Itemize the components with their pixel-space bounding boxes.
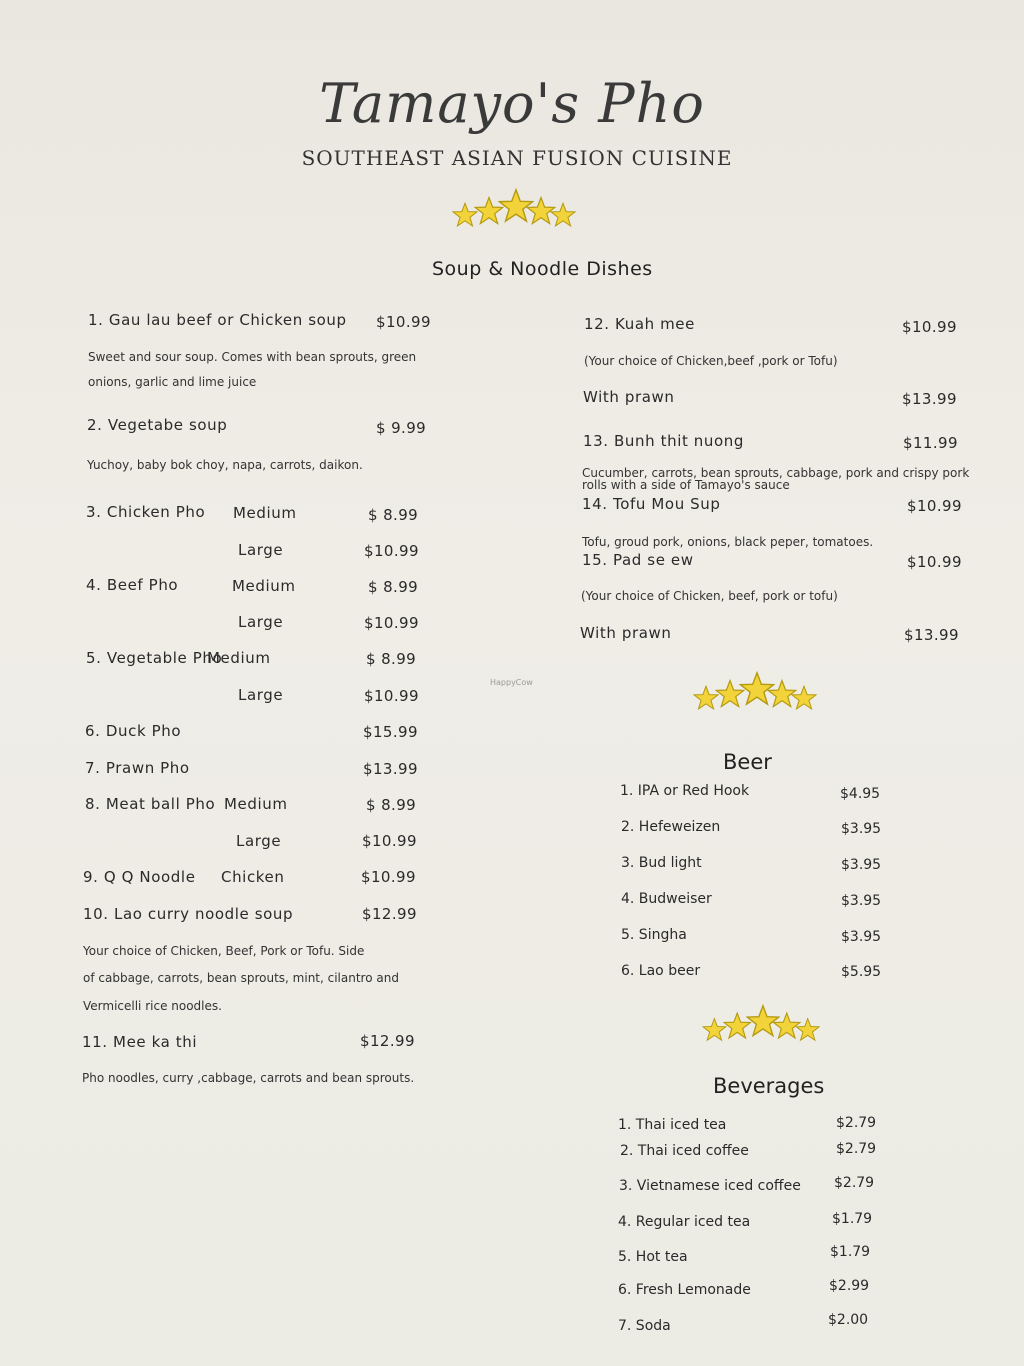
- beverage-item-name: 1. Thai iced tea: [618, 1117, 727, 1133]
- menu-item-price: $ 9.99: [376, 419, 427, 437]
- menu-item-price: $ 8.99: [368, 578, 419, 596]
- soup-section-heading: Soup & Noodle Dishes: [432, 258, 653, 280]
- beer-item-price: $3.95: [841, 857, 882, 873]
- star-divider-icon: [702, 1003, 822, 1047]
- menu-item-name: With prawn: [583, 388, 675, 406]
- beer-heading: Beer: [723, 750, 772, 774]
- beverage-item-price: $2.99: [829, 1278, 870, 1294]
- menu-item-price: $12.99: [360, 1032, 415, 1050]
- beer-item-price: $3.95: [841, 929, 882, 945]
- menu-item-name: 3. Chicken Pho: [86, 503, 206, 521]
- menu-item-price: $13.99: [902, 390, 957, 408]
- menu-item-name: 8. Meat ball Pho: [85, 795, 216, 813]
- menu-item-description: Pho noodles, curry ,cabbage, carrots and bean sprouts.: [82, 1071, 415, 1085]
- beverage-item-name: 5. Hot tea: [618, 1249, 688, 1265]
- menu-item-description: (Your choice of Chicken, beef, pork or tofu): [581, 589, 838, 603]
- beer-item-name: 1. IPA or Red Hook: [620, 783, 750, 799]
- watermark: HappyCow: [490, 678, 533, 687]
- beer-item-name: 2. Hefeweizen: [621, 819, 721, 835]
- menu-item-price: $10.99: [364, 614, 419, 632]
- beer-item-price: $3.95: [841, 893, 882, 909]
- beverage-item-name: 6. Fresh Lemonade: [618, 1282, 751, 1298]
- beer-item-name: 6. Lao beer: [621, 963, 701, 979]
- menu-item-size: Large: [238, 613, 284, 631]
- menu-item-price: $10.99: [362, 832, 417, 850]
- menu-item-description: Tofu, groud pork, onions, black peper, tomatoes.: [582, 535, 874, 549]
- beer-item-price: $3.95: [841, 821, 882, 837]
- beer-item-price: $4.95: [840, 786, 881, 802]
- menu-item-name: 15. Pad se ew: [582, 551, 694, 569]
- beverage-item-price: $2.00: [828, 1312, 869, 1328]
- beverage-item-price: $2.79: [834, 1175, 875, 1191]
- star-divider-icon: [693, 670, 819, 716]
- menu-item-name: 9. Q Q Noodle: [83, 868, 196, 886]
- menu-item-description: (Your choice of Chicken,beef ,pork or Tofu): [584, 354, 838, 368]
- menu-item-size: Chicken: [221, 868, 285, 886]
- menu-item-size: Large: [238, 686, 284, 704]
- menu-item-description: Cucumber, carrots, bean sprouts, cabbage, pork and crispy pork: [582, 466, 970, 480]
- beverage-item-name: 3. Vietnamese iced coffee: [619, 1178, 801, 1194]
- menu-item-description: Vermicelli rice noodles.: [83, 999, 222, 1013]
- menu-item-name: 1. Gau lau beef or Chicken soup: [88, 311, 347, 329]
- menu-item-description: of cabbage, carrots, bean sprouts, mint, cilantro and: [83, 971, 399, 985]
- menu-item-size: Large: [238, 541, 284, 559]
- beverage-item-price: $2.79: [836, 1115, 877, 1131]
- menu-item-size: Medium: [233, 504, 297, 522]
- menu-item-price: $10.99: [376, 313, 431, 331]
- beverages-heading: Beverages: [713, 1074, 825, 1098]
- beverage-item-name: 2. Thai iced coffee: [620, 1143, 749, 1159]
- menu-item-name: 4. Beef Pho: [86, 576, 179, 594]
- beverage-item-price: $1.79: [830, 1244, 871, 1260]
- menu-item-price: $10.99: [361, 868, 416, 886]
- beer-item-name: 3. Bud light: [621, 855, 702, 871]
- menu-item-description: Yuchoy, baby bok choy, napa, carrots, daikon.: [87, 458, 363, 472]
- menu-item-price: $13.99: [904, 626, 959, 644]
- menu-item-size: Medium: [232, 577, 296, 595]
- menu-item-size: Medium: [207, 649, 271, 667]
- restaurant-name: Tamayo's Pho: [319, 72, 705, 135]
- menu-item-name: 10. Lao curry noodle soup: [83, 905, 294, 923]
- menu-item-price: $ 8.99: [368, 506, 419, 524]
- menu-item-price: $10.99: [902, 318, 957, 336]
- menu-item-size: Large: [236, 832, 282, 850]
- restaurant-tagline: SOUTHEAST ASIAN FUSION CUISINE: [301, 146, 733, 170]
- menu-item-price: $10.99: [364, 687, 419, 705]
- menu-item-price: $11.99: [903, 434, 958, 452]
- menu-item-name: 5. Vegetable Pho: [86, 649, 223, 667]
- menu-item-price: $13.99: [363, 760, 418, 778]
- menu-item-price: $10.99: [364, 542, 419, 560]
- menu-item-name: 14. Tofu Mou Sup: [582, 495, 721, 513]
- beer-item-name: 4. Budweiser: [621, 891, 712, 907]
- beverage-item-price: $1.79: [832, 1211, 873, 1227]
- menu-item-price: $ 8.99: [366, 650, 417, 668]
- menu-item-name: 12. Kuah mee: [584, 315, 695, 333]
- menu-item-name: 13. Bunh thit nuong: [583, 432, 745, 450]
- menu-item-name: 2. Vegetabe soup: [87, 416, 228, 434]
- menu-item-name: 7. Prawn Pho: [85, 759, 190, 777]
- menu-item-size: Medium: [224, 795, 288, 813]
- menu-item-price: $12.99: [362, 905, 417, 923]
- beer-item-name: 5. Singha: [621, 927, 687, 943]
- menu-item-name: 11. Mee ka thi: [82, 1033, 198, 1051]
- beverage-item-name: 4. Regular iced tea: [618, 1214, 751, 1230]
- star-rating-icon: [452, 188, 578, 232]
- menu-item-description: onions, garlic and lime juice: [88, 375, 257, 389]
- menu-item-price: $10.99: [907, 553, 962, 571]
- beer-item-price: $5.95: [841, 964, 882, 980]
- menu-item-price: $10.99: [907, 497, 962, 515]
- menu-item-description: rolls with a side of Tamayo's sauce: [582, 478, 790, 492]
- beverage-item-price: $2.79: [836, 1141, 877, 1157]
- menu-item-name: 6. Duck Pho: [85, 722, 182, 740]
- beverage-item-name: 7. Soda: [618, 1318, 671, 1334]
- menu-item-description: Your choice of Chicken, Beef, Pork or Tofu. Side: [83, 944, 365, 958]
- menu-item-price: $ 8.99: [366, 796, 417, 814]
- menu-item-name: With prawn: [580, 624, 672, 642]
- menu-item-description: Sweet and sour soup. Comes with bean sprouts, green: [88, 350, 417, 364]
- menu-item-price: $15.99: [363, 723, 418, 741]
